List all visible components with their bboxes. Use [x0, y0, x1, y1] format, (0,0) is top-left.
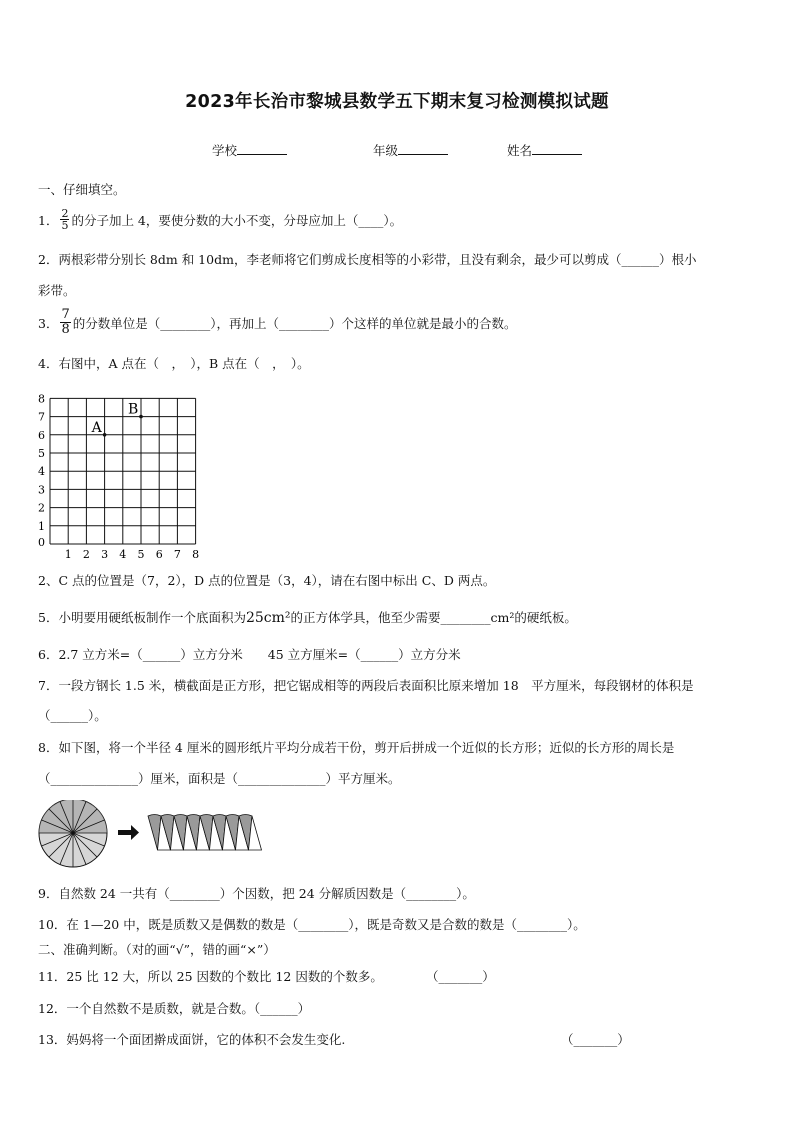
question-6: 6．2.7 立方米=（______）立方分米 45 立方厘米=（______）立方分米: [38, 647, 461, 662]
question-5-mid: 的正方体学具，他至少需要________: [290, 610, 491, 625]
y-tick-label: 2: [38, 501, 45, 515]
question-1: [38, 208, 402, 231]
y-tick-label: 3: [38, 483, 45, 497]
y-tick-label: 6: [38, 428, 45, 442]
divided-circle: [39, 800, 107, 867]
grade-field[interactable]: [373, 141, 448, 159]
x-tick-label: 6: [155, 548, 163, 560]
question-1-number: 1．: [38, 212, 59, 228]
y-tick-label: 8: [38, 392, 45, 406]
page-title: 2023年长治市黎城县数学五下期末复习检测模拟试题: [185, 92, 609, 112]
point-b-label: B: [128, 401, 139, 418]
question-3-number: 3．: [38, 315, 59, 331]
question-7-line-1: 7．一段方钢长 1.5 米，横截面是正方形，把它锯成相等的两段后表面积比原来增加 18 平方厘米，每段钢材的体积是: [38, 678, 694, 693]
question-11-answer[interactable]: （_______）: [426, 969, 495, 984]
x-tick-label: 7: [173, 548, 181, 560]
question-4-part-2: 2、C 点的位置是（7，2），D 点的位置是（3，4），请在右图中标出 C、D 两点。: [38, 573, 496, 588]
fraction-2-5: [60, 208, 69, 231]
question-8-line-1: 8．如下图，将一个半径 4 厘米的圆形纸片平均分成若干份，剪开后拼成一个近似的长方形；近似的长方形的周长是: [38, 740, 675, 755]
y-tick-label: 5: [38, 447, 45, 460]
fraction-numerator: 7: [61, 307, 70, 322]
school-label: 学校: [212, 143, 238, 158]
point-b-marker: [139, 415, 143, 419]
x-tick-label: 1: [64, 548, 72, 560]
name-label: 姓名: [507, 143, 533, 158]
fraction-denominator: 8: [61, 322, 70, 337]
question-5-post: 的硬纸板。: [514, 610, 577, 625]
y-tick-label: 1: [38, 519, 45, 533]
x-tick-label: 2: [82, 548, 90, 560]
point-a-marker: [103, 433, 107, 437]
y-tick-label: 4: [38, 465, 45, 479]
circle-to-rectangle-figure: [36, 800, 276, 870]
question-12: 12．一个自然数不是质数，就是合数。（______）: [38, 1001, 311, 1016]
question-9: 9．自然数 24 一共有（________）个因数，把 24 分解质因数是（________）。: [38, 886, 475, 901]
question-5-unit: cm²: [490, 610, 515, 625]
question-10: 10．在 1—20 中，既是质数又是偶数的数是（________），既是奇数又是合数的数是（________）。: [38, 917, 586, 932]
question-2-line-1: 2．两根彩带分别长 8dm 和 10dm，李老师将它们剪成长度相等的小彩带，且没有剩余，最少可以剪成（______）根小: [38, 252, 697, 267]
section-2-heading: 二、准确判断。（对的画“√”，错的画“×”）: [38, 942, 276, 957]
question-8-line-2: （______________）厘米，面积是（______________）平方厘米。: [38, 771, 401, 786]
question-1-text: 的分子加上 4，要使分数的大小不变，分母应加上（____）。: [71, 212, 403, 228]
question-2-line-2: 彩带。: [38, 283, 76, 298]
y-tick-label: 0: [38, 536, 45, 549]
question-5-pre: 5．小明要用硬纸板制作一个底面积为: [38, 610, 246, 625]
fraction-numerator: 2: [61, 207, 69, 220]
question-4: 4．右图中，A 点在（ ， ），B 点在（ ， ）。: [38, 356, 310, 371]
question-5: [38, 608, 577, 626]
x-tick-label: 5: [137, 548, 145, 560]
x-tick-label: 8: [192, 548, 200, 560]
name-field[interactable]: [507, 141, 582, 159]
question-3-text: 的分数单位是（________），再加上（________）个这样的单位就是最小的合数。: [72, 315, 517, 331]
section-1-heading: 一、仔细填空。: [38, 182, 126, 197]
fraction-denominator: 5: [61, 219, 69, 232]
school-field[interactable]: [212, 141, 287, 159]
approx-rectangle: [148, 815, 262, 851]
question-7-line-2: （______）。: [38, 708, 107, 723]
question-5-area: 25cm²: [245, 610, 291, 626]
right-arrow-icon: [118, 825, 139, 840]
question-11: 11．25 比 12 大，所以 25 因数的个数比 12 因数的个数多。: [38, 969, 383, 984]
coordinate-grid: [30, 380, 220, 560]
question-3: [38, 308, 517, 337]
point-a-label: A: [91, 419, 102, 436]
fraction-7-8: [60, 308, 70, 337]
grade-label: 年级: [373, 143, 399, 158]
y-tick-label: 7: [38, 410, 45, 424]
x-tick-label: 3: [101, 548, 109, 560]
x-tick-label: 4: [119, 548, 127, 560]
question-13-answer[interactable]: （_______）: [561, 1032, 630, 1047]
question-13: 13．妈妈将一个面团擀成面饼，它的体积不会发生变化.: [38, 1032, 346, 1047]
